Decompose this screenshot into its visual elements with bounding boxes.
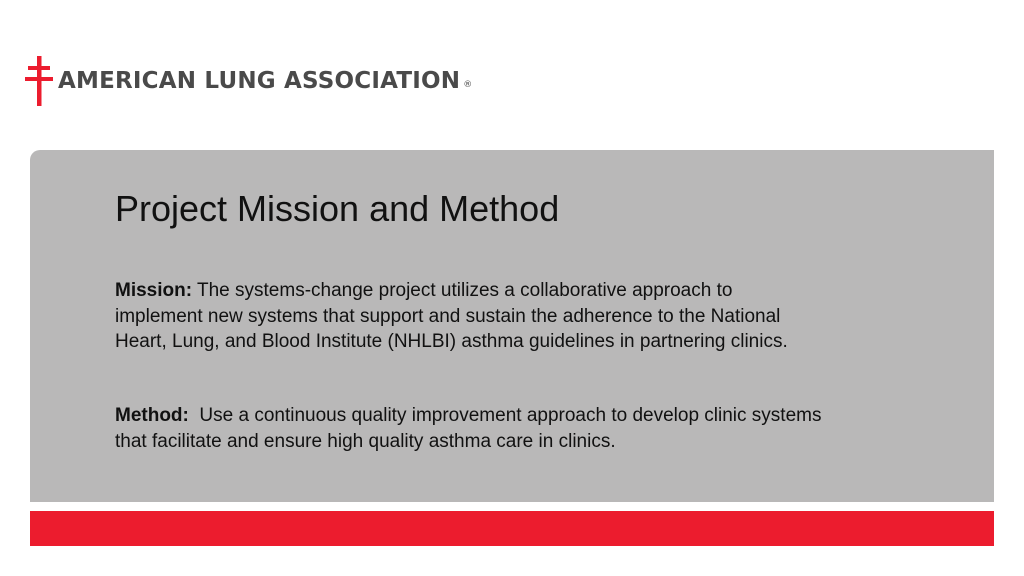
mission-label: Mission: <box>115 280 193 301</box>
double-barred-cross-icon <box>24 55 54 107</box>
method-text: Use a continuous quality improvement approach to develop clinic systems that facilitate and ensure high quality asthma care in clinics. <box>115 405 827 452</box>
registered-mark: ® <box>463 80 473 90</box>
method-label: Method: <box>115 405 189 426</box>
footer-red-bar <box>30 511 994 546</box>
american-lung-association-logo <box>24 55 472 107</box>
logo-wordmark: AMERICAN LUNG ASSOCIATION <box>58 67 461 94</box>
mission-text: The systems-change project utilizes a collaborative approach to implement new systems that support and sustain the adherence to the National Heart, Lung, and Blood Institute (NHLBI) asthma guidelines in partnering clinics. <box>115 280 788 352</box>
slide-title: Project Mission and Method <box>115 188 560 229</box>
content-panel <box>30 150 994 502</box>
method-paragraph <box>115 403 825 454</box>
mission-paragraph <box>115 278 825 355</box>
